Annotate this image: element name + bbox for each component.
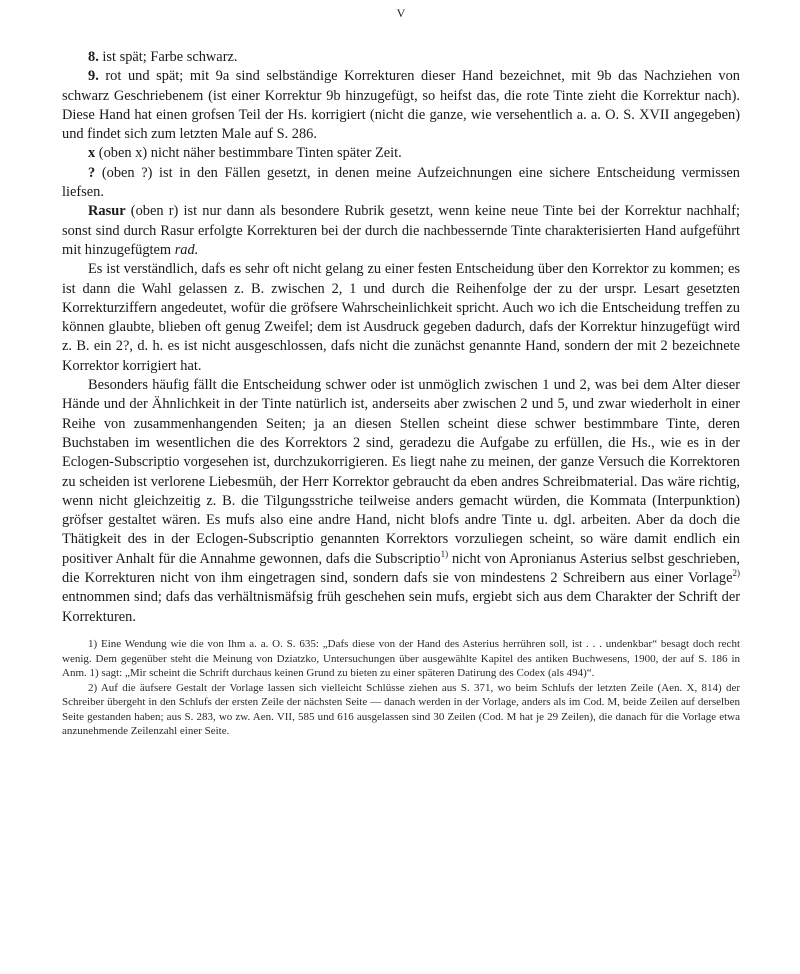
- entry-x: [62, 144, 740, 163]
- entry-8: [62, 48, 740, 67]
- footnote-2: 2) Auf die äufsere Gestalt der Vorlage lassen sich vielleicht Schlüsse ziehen aus S. 371, wo beim Schlufs der letzten Zeile (Aen. X, 814) der Schreiber übergeht in den Schlufs der ersten Zeile der nächsten Seite — danach werden in der Vorlage, anders als im Cod. M, beide Zeilen auf derselben Seite gestanden haben; aus S. 283, wo zw. Aen. VII, 585 und 616 ausgelassen sind 30 Zeilen (Cod. M hat je 29 Zeilen), die danach für die Vorlage etwa anzunehmende Zeilenzahl einer Seite.: [62, 681, 740, 738]
- entry-rasur-lead: Rasur: [88, 203, 126, 220]
- entry-rasur: [62, 202, 740, 260]
- entry-8-text: ist spät; Farbe schwarz.: [98, 49, 238, 65]
- entry-question-lead: ?: [88, 164, 96, 181]
- entry-x-text: (oben x) nicht näher bestimmbare Tinten später Zeit.: [95, 145, 402, 162]
- paragraph-2-part-a: Besonders häufig fällt die Entscheidung schwer oder ist unmöglich zwischen 1 und 2, was bei dem Alter dieser Hände und der Ähnlichkeit in der Tinte natürlich ist, anderseits aber zwischen 2 und 5, und zwar wiederholt in einer Reihe von zusammenhangenden Seiten; ja an diesen Stellen scheint diese schwer bestimmbare Tinte, deren Buchstaben im wesentlichen die des Korrektors 2 sind, geradezu die Aufgabe zu erfüllen, die Hs., wie es in der Eclogen-Subscriptio vorgesehen ist, durchzukorrigieren. Es liegt nahe zu meinen, der ganze Versuch die Korrektoren zu scheiden ist verlorene Liebesmüh, der Herr Korrektor gebraucht da eben andres Schreibmaterial. Das wäre richtig, wenn nicht gleichzeitig z. B. die Tilgungsstriche teilweise anders gemacht würden, die Kommata (Interpunktion) gröfser gestaltet wären. Es mufs also eine andre Hand, nicht blofs andre Tinte u. dgl. arbeiten. Aber da doch die Thätigkeit des in der Eclogen-Subscriptio genannten Korrektors vorzuliegen scheint, so wäre damit endlich ein positiver Anhalt für die Annahme gewonnen, dafs die Subscriptio: [62, 377, 740, 567]
- footnotes: [62, 637, 740, 739]
- entry-9: [62, 67, 740, 144]
- paragraph-2-part-b: nicht von Apronianus Asterius selbst geschrieben, die Korrekturen nicht von ihm eingetragen sind, sondern dafs sie von mindestens 2 Schreibern aus einer Vorlage: [62, 550, 740, 587]
- entry-question: [62, 164, 740, 203]
- entry-question-text: (oben ?) ist in den Fällen gesetzt, in denen meine Aufzeichnungen eine sichere Entscheidung vermissen liefsen.: [62, 164, 740, 201]
- entry-rasur-text: (oben r) ist nur dann als besondere Rubrik gesetzt, wenn keine neue Tinte bei der Korrektur nachhalf; sonst sind durch Rasur erfolgte Korrekturen bei der durch die nachbessernde Tinte charakterisierten Hand aufgeführt mit hinzugefügtem: [62, 203, 740, 258]
- entry-9-text: rot und spät; mit 9a sind selbständige Korrekturen dieser Hand bezeichnet, mit 9b das Nachziehen von schwarz Geschriebenem (ist einer Korrektur 9b hinzugefügt, so heifst das, die rote Tinte zieht die Korrektur nach). Diese Hand hat einen grofsen Teil der Hs. korrigiert (nicht die ganze, wie versehentlich a. a. O. S. XVII angegeben) und findet sich zum letzten Male auf S. 286.: [62, 68, 740, 143]
- footnote-1: 1) Eine Wendung wie die von Ihm a. a. O. S. 635: „Dafs diese von der Hand des Asterius herrühren soll, ist . . . undenkbar“ besagt doch recht wenig. Dem gegenüber steht die Meinung von Dziatzko, Untersuchungen über ausgewählte Kapitel des antiken Buchwesens, 1900, der auf S. 186 in Anm. 1) sagt: „Mir scheint die Schrift durchaus keinen Grund zu bieten zu einer späteren Datirung des Codex (als 494)“.: [62, 637, 740, 680]
- entry-rasur-tail: rad.: [174, 241, 199, 258]
- entry-x-lead: x: [88, 145, 96, 162]
- paragraph-2: [62, 376, 740, 627]
- entry-9-lead: 9.: [88, 68, 99, 85]
- footnote-ref-2: 2): [732, 568, 740, 579]
- paragraph-1: Es ist verständlich, dafs es sehr oft nicht gelang zu einer festen Entscheidung über den Korrektor zu kommen; es ist dann die Wahl gelassen z. B. zwischen 2, 1 und durch die Reihenfolge der zu der urspr. Lesart gesetzten Korrekturziffern angedeutet, wofür die gröfsere Wahrscheinlichkeit spricht. Auch wo ich die Entscheidung treffen zu können glaubte, blieben oft genug Zweifel; dem ist Ausdruck gegeben dadurch, dafs der Korrektur hinzugefügt wird z. B. ein 2?, d. h. es ist nicht ausgeschlossen, dafs nicht die zunächst genannte Hand, sondern der mit 2 bezeichnete Korrektor korrigiert hat.: [62, 261, 740, 374]
- footnote-ref-1: 1): [440, 548, 449, 559]
- main-text: [62, 48, 740, 627]
- page-number: V: [396, 6, 406, 20]
- entry-8-lead: 8.: [88, 49, 99, 65]
- paragraph-2-part-c: entnommen sind; dafs das verhältnismäfsig früh geschehen sein mufs, ergiebt sich aus dem Charakter der Schrift der Korrekturen.: [62, 589, 740, 625]
